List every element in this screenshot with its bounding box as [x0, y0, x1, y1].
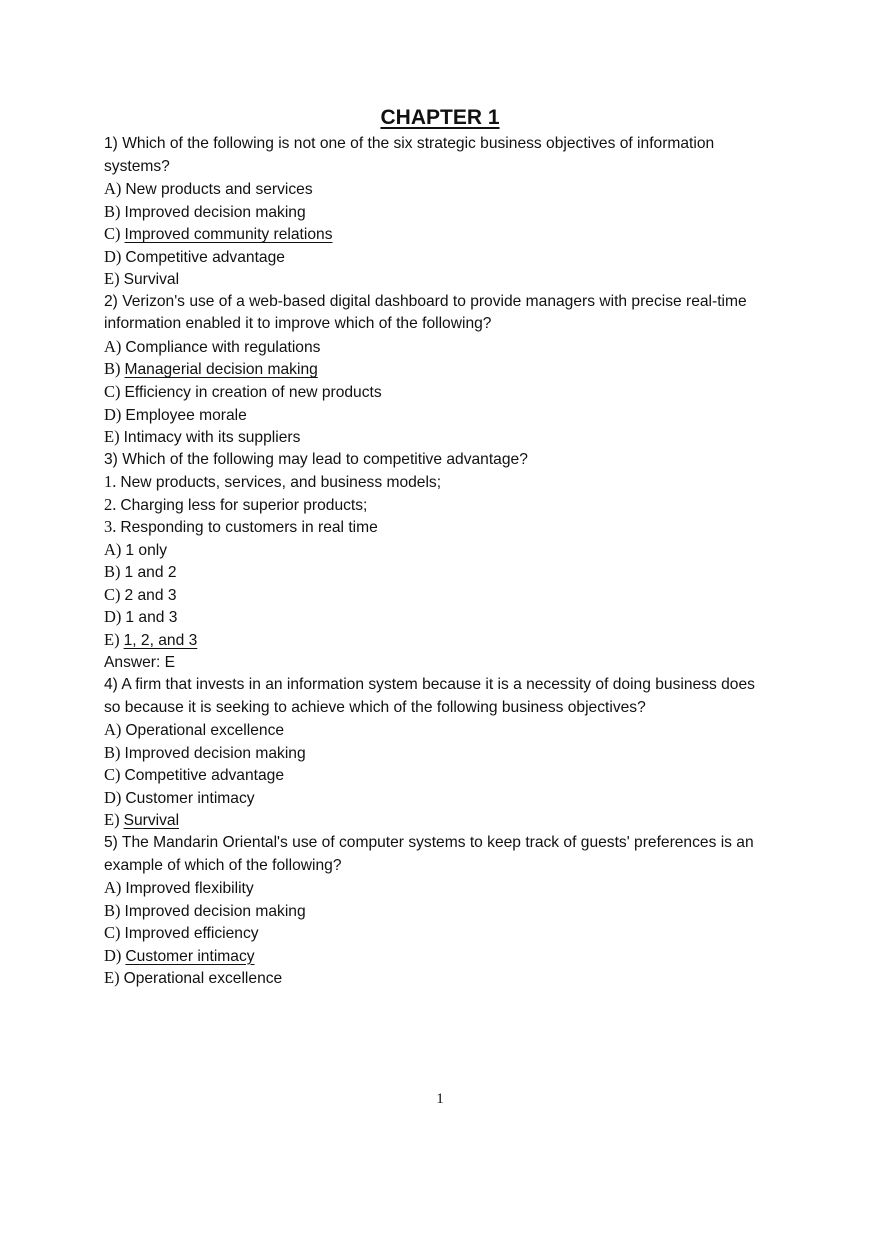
- line-text: example of which of the following?: [104, 856, 342, 874]
- option-label: E): [104, 968, 120, 988]
- question-text: [104, 832, 784, 855]
- option-label: E): [104, 630, 120, 650]
- option-label: D): [104, 607, 122, 627]
- option-label: C): [104, 765, 121, 785]
- answer-option: [104, 494, 784, 517]
- line-text: Charging less for superior products;: [120, 496, 368, 514]
- answer-option: [104, 471, 784, 494]
- question-text: [104, 855, 784, 878]
- option-label: D): [104, 404, 122, 424]
- answer-option: [104, 246, 784, 269]
- line-text: systems?: [104, 157, 170, 175]
- answer-option: [104, 516, 784, 539]
- question-text: [104, 449, 784, 472]
- line-text: Intimacy with its suppliers: [123, 429, 301, 447]
- question-text: [104, 674, 784, 697]
- line-text: Efficiency in creation of new products: [124, 384, 382, 402]
- line-text: Operational excellence: [123, 970, 283, 988]
- answer-option: [104, 561, 784, 584]
- line-text: 1 and 3: [125, 609, 178, 627]
- answer-option: [104, 539, 784, 562]
- answer-option: [104, 336, 784, 359]
- page-number: 1: [436, 1091, 444, 1107]
- option-label: A): [104, 878, 122, 898]
- line-text: Competitive advantage: [124, 767, 285, 785]
- answer-option: [104, 877, 784, 900]
- line-text: 5) The Mandarin Oriental's use of computer systems to keep track of guests' preferences is an: [104, 833, 754, 851]
- option-label: C): [104, 923, 121, 943]
- option-label: D): [104, 246, 122, 266]
- line-text: Customer intimacy: [125, 789, 255, 807]
- option-label: C): [104, 584, 121, 604]
- answer-option: [104, 404, 784, 427]
- option-label: C): [104, 224, 121, 244]
- line-text: Improved decision making: [124, 902, 306, 920]
- line-text: Improved flexibility: [125, 880, 254, 898]
- answer-option: [104, 606, 784, 629]
- line-text: Employee morale: [125, 406, 247, 424]
- answer-option: [104, 742, 784, 765]
- question-text: [104, 133, 784, 156]
- line-text: Improved efficiency: [124, 925, 259, 943]
- answer-option: [104, 922, 784, 945]
- answer-option: [104, 268, 784, 291]
- line-text: information enabled it to improve which of the following?: [104, 315, 492, 333]
- answer-option: [104, 629, 784, 652]
- option-label: 1.: [104, 472, 117, 492]
- line-text: Improved decision making: [124, 203, 306, 221]
- option-label: B): [104, 742, 121, 762]
- answer-option: [104, 178, 784, 201]
- option-label: B): [104, 562, 121, 582]
- line-text: 2 and 3: [124, 586, 177, 604]
- option-label: E): [104, 810, 120, 830]
- option-label: C): [104, 382, 121, 402]
- correct-answer-text: Customer intimacy: [125, 947, 255, 965]
- line-text: New products and services: [125, 181, 313, 199]
- question-text: [104, 652, 784, 675]
- option-label: A): [104, 336, 122, 356]
- option-label: 3.: [104, 517, 117, 537]
- line-text: 4) A firm that invests in an information system because it is a necessity of doing business does: [104, 676, 755, 694]
- correct-answer-text: Survival: [123, 812, 180, 830]
- option-label: D): [104, 945, 122, 965]
- answer-option: [104, 719, 784, 742]
- correct-answer-text: Managerial decision making: [124, 361, 318, 379]
- option-label: A): [104, 179, 122, 199]
- answer-option: [104, 223, 784, 246]
- answer-option: [104, 764, 784, 787]
- option-label: 2.: [104, 494, 117, 514]
- option-label: B): [104, 201, 121, 221]
- option-label: E): [104, 269, 120, 289]
- line-text: 1) Which of the following is not one of the six strategic business objectives of information: [104, 135, 715, 152]
- question-text: [104, 313, 784, 336]
- correct-answer-text: Improved community relations: [124, 226, 333, 244]
- option-label: B): [104, 359, 121, 379]
- line-text: Responding to customers in real time: [120, 519, 378, 537]
- answer-option: [104, 809, 784, 832]
- line-text: so because it is seeking to achieve which of the following business objectives?: [104, 698, 646, 716]
- question-text: [104, 697, 784, 720]
- correct-answer-text: 1, 2, and 3: [123, 632, 198, 650]
- line-text: Answer: E: [104, 653, 176, 671]
- line-text: 1 and 2: [124, 564, 177, 582]
- answer-option: [104, 381, 784, 404]
- option-label: B): [104, 900, 121, 920]
- line-text: 1 only: [125, 541, 168, 559]
- answer-option: [104, 426, 784, 449]
- option-label: A): [104, 539, 122, 559]
- question-body: [104, 133, 784, 990]
- line-text: 3) Which of the following may lead to competitive advantage?: [104, 450, 528, 468]
- line-text: Survival: [123, 271, 180, 289]
- option-label: E): [104, 427, 120, 447]
- answer-option: [104, 967, 784, 990]
- answer-option: [104, 201, 784, 224]
- line-text: New products, services, and business models;: [120, 474, 442, 492]
- line-text: Competitive advantage: [125, 248, 285, 266]
- option-label: D): [104, 787, 122, 807]
- answer-option: [104, 900, 784, 923]
- chapter-title: [0, 106, 880, 130]
- line-text: Improved decision making: [124, 744, 306, 762]
- question-text: [104, 156, 784, 179]
- answer-option: [104, 787, 784, 810]
- chapter-title-text: CHAPTER 1: [380, 106, 500, 129]
- answer-option: [104, 584, 784, 607]
- option-label: A): [104, 720, 122, 740]
- question-text: [104, 291, 784, 314]
- line-text: 2) Verizon's use of a web-based digital dashboard to provide managers with precise real-time: [104, 292, 747, 310]
- line-text: Compliance with regulations: [125, 338, 321, 356]
- answer-option: [104, 945, 784, 968]
- answer-option: [104, 358, 784, 381]
- line-text: Operational excellence: [125, 722, 285, 740]
